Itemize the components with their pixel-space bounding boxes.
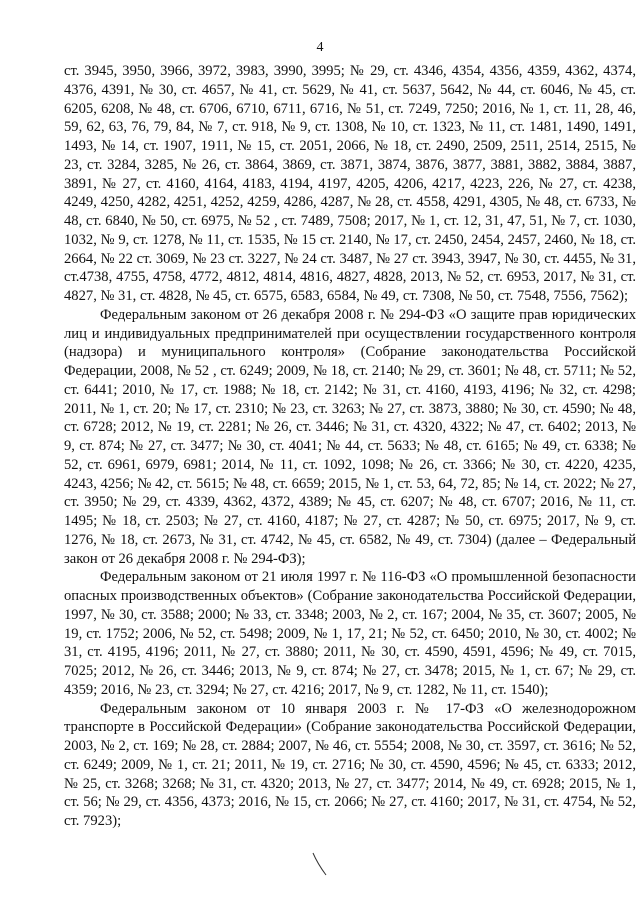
pen-stroke-mark (311, 852, 329, 876)
paragraph-continuation: ст. 3945, 3950, 3966, 3972, 3983, 3990, 3995; № 29, ст. 4346, 4354, 4356, 4359, 4362, 4374, 4376, 4391, № 30, ст. 4657, № 41, ст. 5629, № 41, ст. 5637, 5642, № 44, ст. 6046, № 45, ст. 6205, 6208, № 48, ст. 6706, 6710, 6711, 6716, № 51, ст. 7249, 7250; 2016, № 1, ст. 11, 28, 46, 59, 62, 63, 76, 79, 84, № 7, ст. 918, № 9, ст. 1308, № 10, ст. 1323, № 11, ст. 1481, 1490, 1491, 1493, № 14, ст. 1907, 1911, № 15, ст. 2051, 2066, № 18, ст. 2490, 2509, 2511, 2514, 2515, № 23, ст. 3284, 3285, № 26, ст. 3864, 3869, ст. 3871, 3874, 3876, 3877, 3881, 3882, 3884, 3887, 3891, № 27, ст. 4160, 4164, 4183, 4194, 4197, 4205, 4206, 4217, 4223, 226, № 27, ст. 4238, 4249, 4250, 4282, 4251, 4252, 4259, 4286, 4287, № 28, ст. 4558, 4291, 4305, № 48, ст. 6733, № 48, ст. 6840, № 50, ст. 6975, № 52 , ст. 7489, 7508; 2017, № 1, ст. 12, 31, 47, 51, № 7, ст. 1030, 1032, № 9, ст. 1278, № 11, ст. 1535, № 15 ст. 2140, № 17, ст. 2450, 2454, 2457, 2460, № 18, ст. 2664, № 22 ст. 3069, № 23 ст. 3227, № 24 ст. 3487, № 27 ст. 3943, 3947, № 30, ст. 4455, № 31, ст.4738, 4755, 4758, 4772, 4812, 4814, 4816, 4827, 4828, 2013, № 52, ст. 6953, 2017, № 31, ст. 4827, № 31, ст. 4828, № 45, ст. 6575, 6583, 6584, № 49, ст. 7308, № 50, ст. 7548, 7556, 7562); (64, 63, 636, 304)
paragraph-law-17-fz: Федеральным законом от 10 января 2003 г. № 17-ФЗ «О железнодорожном транспорте в Российской Федерации» (Собрание законодательства Российской Федерации, 2003, № 2, ст. 169; № 28, ст. 2884; 2007, № 46, ст. 5554; 2008, № 30, ст. 3597, ст. 3616; № 52, ст. 6249; 2009, № 1, ст. 21; 2011, № 19, ст. 2716; № 30, ст. 4590, 4596; № 45, ст. 6333; 2012, № 25, ст. 3268; 3268; № 31, ст. 4320; 2013, № 27, ст. 3477; 2014, № 49, ст. 6928; 2015, № 1, ст. 56; № 29, ст. 4356, 4373; 2016, № 15, ст. 2066; № 27, ст. 4160; 2017, № 31, ст. 4754, № 52, ст. 7923); (64, 700, 636, 829)
paragraph-law-116-fz: Федеральным законом от 21 июля 1997 г. № 116-ФЗ «О промышленной безопасности опасных производственных объектов» (Собрание законодательства Российской Федерации, 1997, № 30, ст. 3588; 2000; № 33, ст. 3348; 2003, № 2, ст. 167; 2004, № 35, ст. 3607; 2005, № 19, ст. 1752; 2006, № 52, ст. 5498; 2009, № 1, 17, 21; № 52, ст. 6450; 2010, № 30, ст. 4002; № 31, ст. 4195, 4196; 2011, № 27, ст. 3880; 2011, № 30, ст. 4590, 4591, 4596; № 49, ст. 7015, 7025; 2012, № 26, ст. 3446; 2013, № 9, ст. 874; № 27, ст. 3478; 2015, № 1, ст. 67; № 29, ст. 4359; 2016, № 23, ст. 3294; № 27, ст. 4216; 2017, № 9, ст. 1282, № 11, ст. 1540); (64, 569, 636, 698)
document-body (64, 62, 636, 831)
page-number: 4 (316, 40, 324, 55)
paragraph-law-294-fz: Федеральным законом от 26 декабря 2008 г. № 294-ФЗ «О защите прав юридических лиц и индивидуальных предпринимателей при осуществлении государственного контроля (надзора) и муниципального контроля» (Собрание законодательства Российской Федерации, 2008, № 52 , ст. 6249; 2009, № 18, ст. 2140; № 29, ст. 3601; № 48, ст. 5711; № 52, ст. 6441; 2010, № 17, ст. 1988; № 18, ст. 2142; № 31, ст. 4160, 4193, 4196; № 32, ст. 4298; 2011, № 1, ст. 20; № 17, ст. 2310; № 23, ст. 3263; № 27, ст. 3873, 3880; № 30, ст. 4590; № 48, ст. 6728; 2012, № 19, ст. 2281; № 26, ст. 3446; № 31, ст. 4320, 4322; № 47, ст. 6402; 2013, № 9, ст. 874; № 27, ст. 3477; № 30, ст. 4041; № 44, ст. 5633; № 48, ст. 6165; № 49, ст. 6338; № 52, ст. 6961, 6979, 6981; 2014, № 11, ст. 1092, 1098; № 26, ст. 3366; № 30, ст. 4220, 4235, 4243, 4256; № 42, ст. 5615; № 48, ст. 6659; 2015, № 1, ст. 53, 64, 72, 85; № 14, ст. 2022; № 27, ст. 3950; № 29, ст. 4339, 4362, 4372, 4389; № 45, ст. 6207; № 48, ст. 6707; 2016, № 11, ст. 1495; № 18, ст. 2503; № 27, ст. 4160, 4187; № 27, ст. 4287; № 50, ст. 6975; 2017, № 9, ст. 1276, № 18, ст. 2673, № 31, ст. 4742, № 45, ст. 6582, № 49, ст. 7304) (далее – Федеральный закон от 26 декабря 2008 г. № 294-ФЗ); (64, 306, 636, 567)
